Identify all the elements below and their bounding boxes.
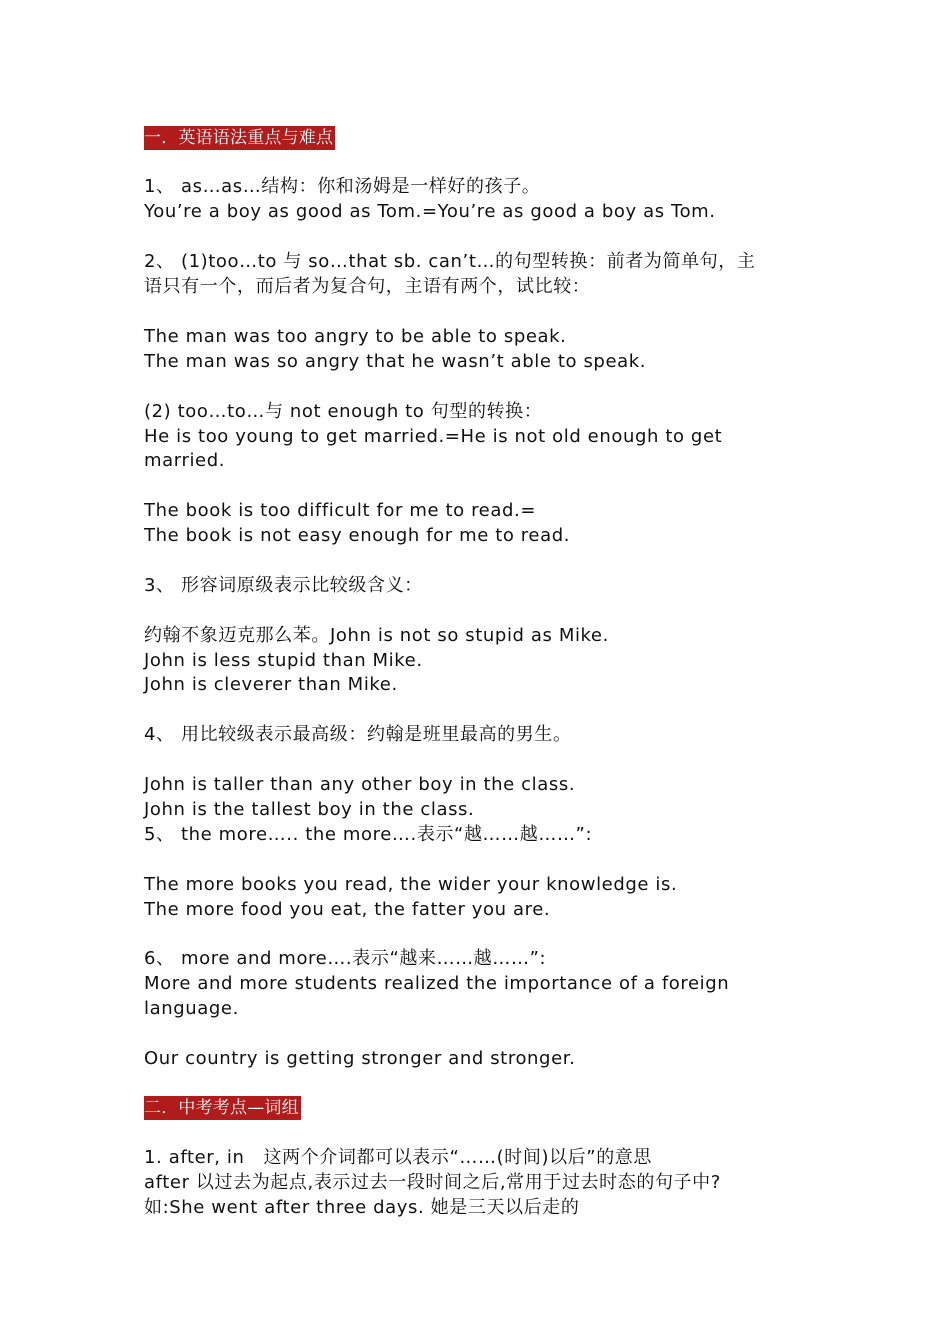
text-line: (2) too…to…与 not enough to 句型的转换： <box>144 401 543 422</box>
text-line: John is less stupid than Mike. <box>144 650 423 671</box>
text-line: married. <box>144 450 226 471</box>
text-line: The book is not easy enough for me to read. <box>144 525 571 546</box>
text-line: language. <box>144 998 239 1019</box>
text-line: 如:She went after three days. 她是三天以后走的 <box>144 1197 580 1218</box>
text-line: The man was so angry that he wasn’t able to speak. <box>144 351 647 372</box>
text-line: The more books you read, the wider your knowledge is. <box>144 874 678 895</box>
text-line: He is too young to get married.=He is not old enough to get <box>144 426 723 447</box>
text-line: The more food you eat, the fatter you are. <box>144 899 551 920</box>
text-line: Our country is getting stronger and stronger. <box>144 1048 576 1069</box>
text-line: The book is too difficult for me to read.= <box>144 500 537 521</box>
text-line: 语只有一个，而后者为复合句，主语有两个，试比较： <box>144 276 591 297</box>
text-line: after 以过去为起点,表示过去一段时间之后,常用于过去时态的句子中? <box>144 1172 721 1193</box>
text-line: 6、 more and more….表示“越来……越……”: <box>144 948 547 969</box>
text-line: The man was too angry to be able to speak. <box>144 326 567 347</box>
text-line: 1、 as…as…结构：你和汤姆是一样好的孩子。 <box>144 176 541 197</box>
text-line: 约翰不象迈克那么苯。John is not so stupid as Mike. <box>144 625 609 646</box>
text-line: 5、 the more….. the more….表示“越……越……”: <box>144 824 593 845</box>
text-line: You’re a boy as good as Tom.=You’re as good a boy as Tom. <box>144 201 716 222</box>
text-line: 1. after, in 这两个介词都可以表示“……(时间)以后”的意思 <box>144 1147 652 1168</box>
section-heading-phrases: 二．中考考点—词组 <box>144 1098 299 1118</box>
text-line: 3、 形容词原级表示比较级含义： <box>144 575 423 596</box>
text-line: 4、 用比较级表示最高级：约翰是班里最高的男生。 <box>144 724 572 745</box>
text-line: John is cleverer than Mike. <box>144 674 398 695</box>
text-line: 2、 (1)too…to 与 so…that sb. can’t…的句型转换：前者为简单句，主 <box>144 251 756 272</box>
text-line: John is the tallest boy in the class. <box>144 799 475 820</box>
section-heading-grammar: 一．英语语法重点与难点 <box>144 128 334 148</box>
text-line: More and more students realized the importance of a foreign <box>144 973 730 994</box>
text-line: John is taller than any other boy in the class. <box>144 774 576 795</box>
